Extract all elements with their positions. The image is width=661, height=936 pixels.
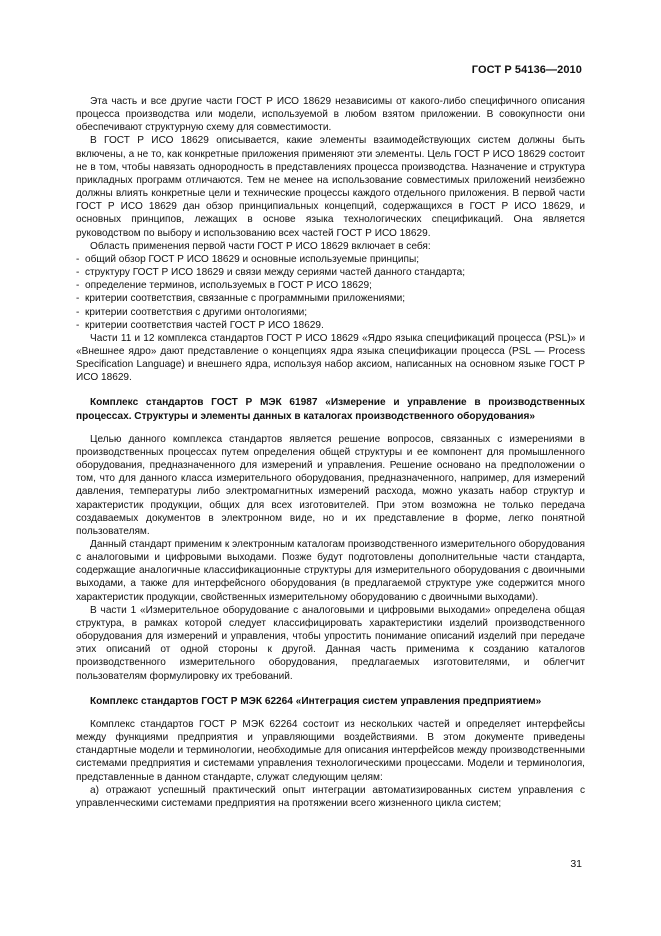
list-item: - определение терминов, используемых в ГОСТ Р ИСО 18629;	[76, 280, 372, 292]
list-marker: -	[76, 280, 80, 292]
section-heading: Комплекс стандартов ГОСТ Р МЭК 61987 «Измерение и управление в производственных процессах. Структуры и элементы данных в каталогах производственного оборудования»	[76, 397, 585, 422]
paragraph: Целью данного комплекса стандартов является решение вопросов, связанных с измерениями в производственных процессах путем определения общей структуры и ее компонент для промышленного оборудования, предназначенного для измерений и управления. Решение основано на предположении о том, что для данного класса измерительного оборудования, предназначенного, например, для измерений давления, температуры либо электромагнитных измерений расхода, можно указать набор структур и характеристик продукции, общих для всех изготовителей. При этом возможна не только передача создаваемых документов в электронном виде, но и их представление в форме, легко понятной пользователям.	[76, 433, 585, 537]
paragraph: Части 11 и 12 комплекса стандартов ГОСТ Р ИСО 18629 «Ядро языка спецификаций процесса (PSL)» и «Внешнее ядро» дают представление о концепциях ядра языка спецификации процесса (PSL — Process Specification Language) и внешнего ядра, используя набор аксиом, написанных на основном языке ГОСТ Р ИСО 18629.	[76, 332, 585, 384]
list-marker: -	[76, 293, 80, 305]
list-item: - общий обзор ГОСТ Р ИСО 18629 и основные используемые принципы;	[76, 253, 420, 265]
list-marker: -	[76, 253, 80, 265]
paragraph: Данный стандарт применим к электронным каталогам производственного измерительного оборудования с аналоговыми и цифровыми выходами. Позже будут подготовлены дополнительные части стандарта, содержащие аналогичные классификационные структуры для измерительного оборудования с двоичными выходами, а также для интерфейсного оборудования (в предлагаемой структуре уже содержится много характеристик продукции, свойственных измерительному оборудованию с двоичными выходами).	[76, 539, 585, 603]
paragraph: Комплекс стандартов ГОСТ Р МЭК 62264 состоит из нескольких частей и определяет интерфейсы между функциями предприятия и управляющими воздействиями. В этом документе приведены стандартные модели и терминологии, необходимые для описания интерфейсов между производственными системами предприятия и системами управления технологическими процессами. Модели и терминология, представленные в данном стандарте, служат следующим целям:	[76, 718, 585, 783]
section-heading: Комплекс стандартов ГОСТ Р МЭК 62264 «Интеграция систем управления предприятием»	[90, 695, 542, 707]
document-body	[76, 95, 585, 810]
paragraph: а) отражают успешный практический опыт интеграции автоматизированных систем управления с управленческими системами предприятия на протяжении всего жизненного цикла систем;	[76, 784, 585, 809]
paragraph: Область применения первой части ГОСТ Р ИСО 18629 включает в себя:	[90, 240, 431, 252]
list-item: - критерии соответствия с другими онтологиями;	[76, 306, 308, 318]
list-marker: -	[76, 319, 80, 331]
page-number: 31	[570, 858, 582, 870]
paragraph: В ГОСТ Р ИСО 18629 описывается, какие элементы взаимодействующих систем должны быть включены, а не то, как конкретные приложения применяют эти элементы. Цель ГОСТ Р ИСО 18629 состоит не в том, чтобы навязать однородность в представлениях процесса производства. Назначение и структура прикладных программ отличаются. Тем не менее на использование совместимых приложений неизбежно должны влиять конкретные цели и технические процессы каждого отдельного приложения. В первой части ГОСТ Р ИСО 18629 дан обзор принципиальных концепций, содержащихся в ГОСТ Р ИСО 18629, и основных принципов, лежащих в основе языка технологических спецификаций. Она является руководством по выбору и использованию всех частей ГОСТ Р ИСО 18629.	[76, 135, 585, 239]
list-marker: -	[76, 267, 80, 279]
list-item: - критерии соответствия частей ГОСТ Р ИСО 18629.	[76, 319, 324, 331]
paragraph: Эта часть и все другие части ГОСТ Р ИСО 18629 независимы от какого-либо специфичного описания процесса производства или модели, используемой в любом взятом приложении. В совокупности они обеспечивают структурную схему для совместимости.	[76, 96, 585, 134]
list-item: - критерии соответствия, связанные с программными приложениями;	[76, 293, 406, 305]
scope-list	[76, 253, 585, 332]
list-item: - структуру ГОСТ Р ИСО 18629 и связи между сериями частей данного стандарта;	[76, 267, 465, 279]
paragraph: В части 1 «Измерительное оборудование с аналоговыми и цифровыми выходами» определена общая структура, в рамках которой следует классифицировать характеристики изделий производственного оборудования для измерений и управления, чтобы упростить понимание описаний изделий при передаче этих описаний от одной стороны к другой. Данная часть применима к созданию каталогов производственного измерительного оборудования, предлагаемых изготовителями, и облегчит пользователям формулировку их требований.	[76, 604, 585, 682]
document-id-header: ГОСТ Р 54136—2010	[471, 64, 582, 76]
list-marker: -	[76, 306, 80, 318]
